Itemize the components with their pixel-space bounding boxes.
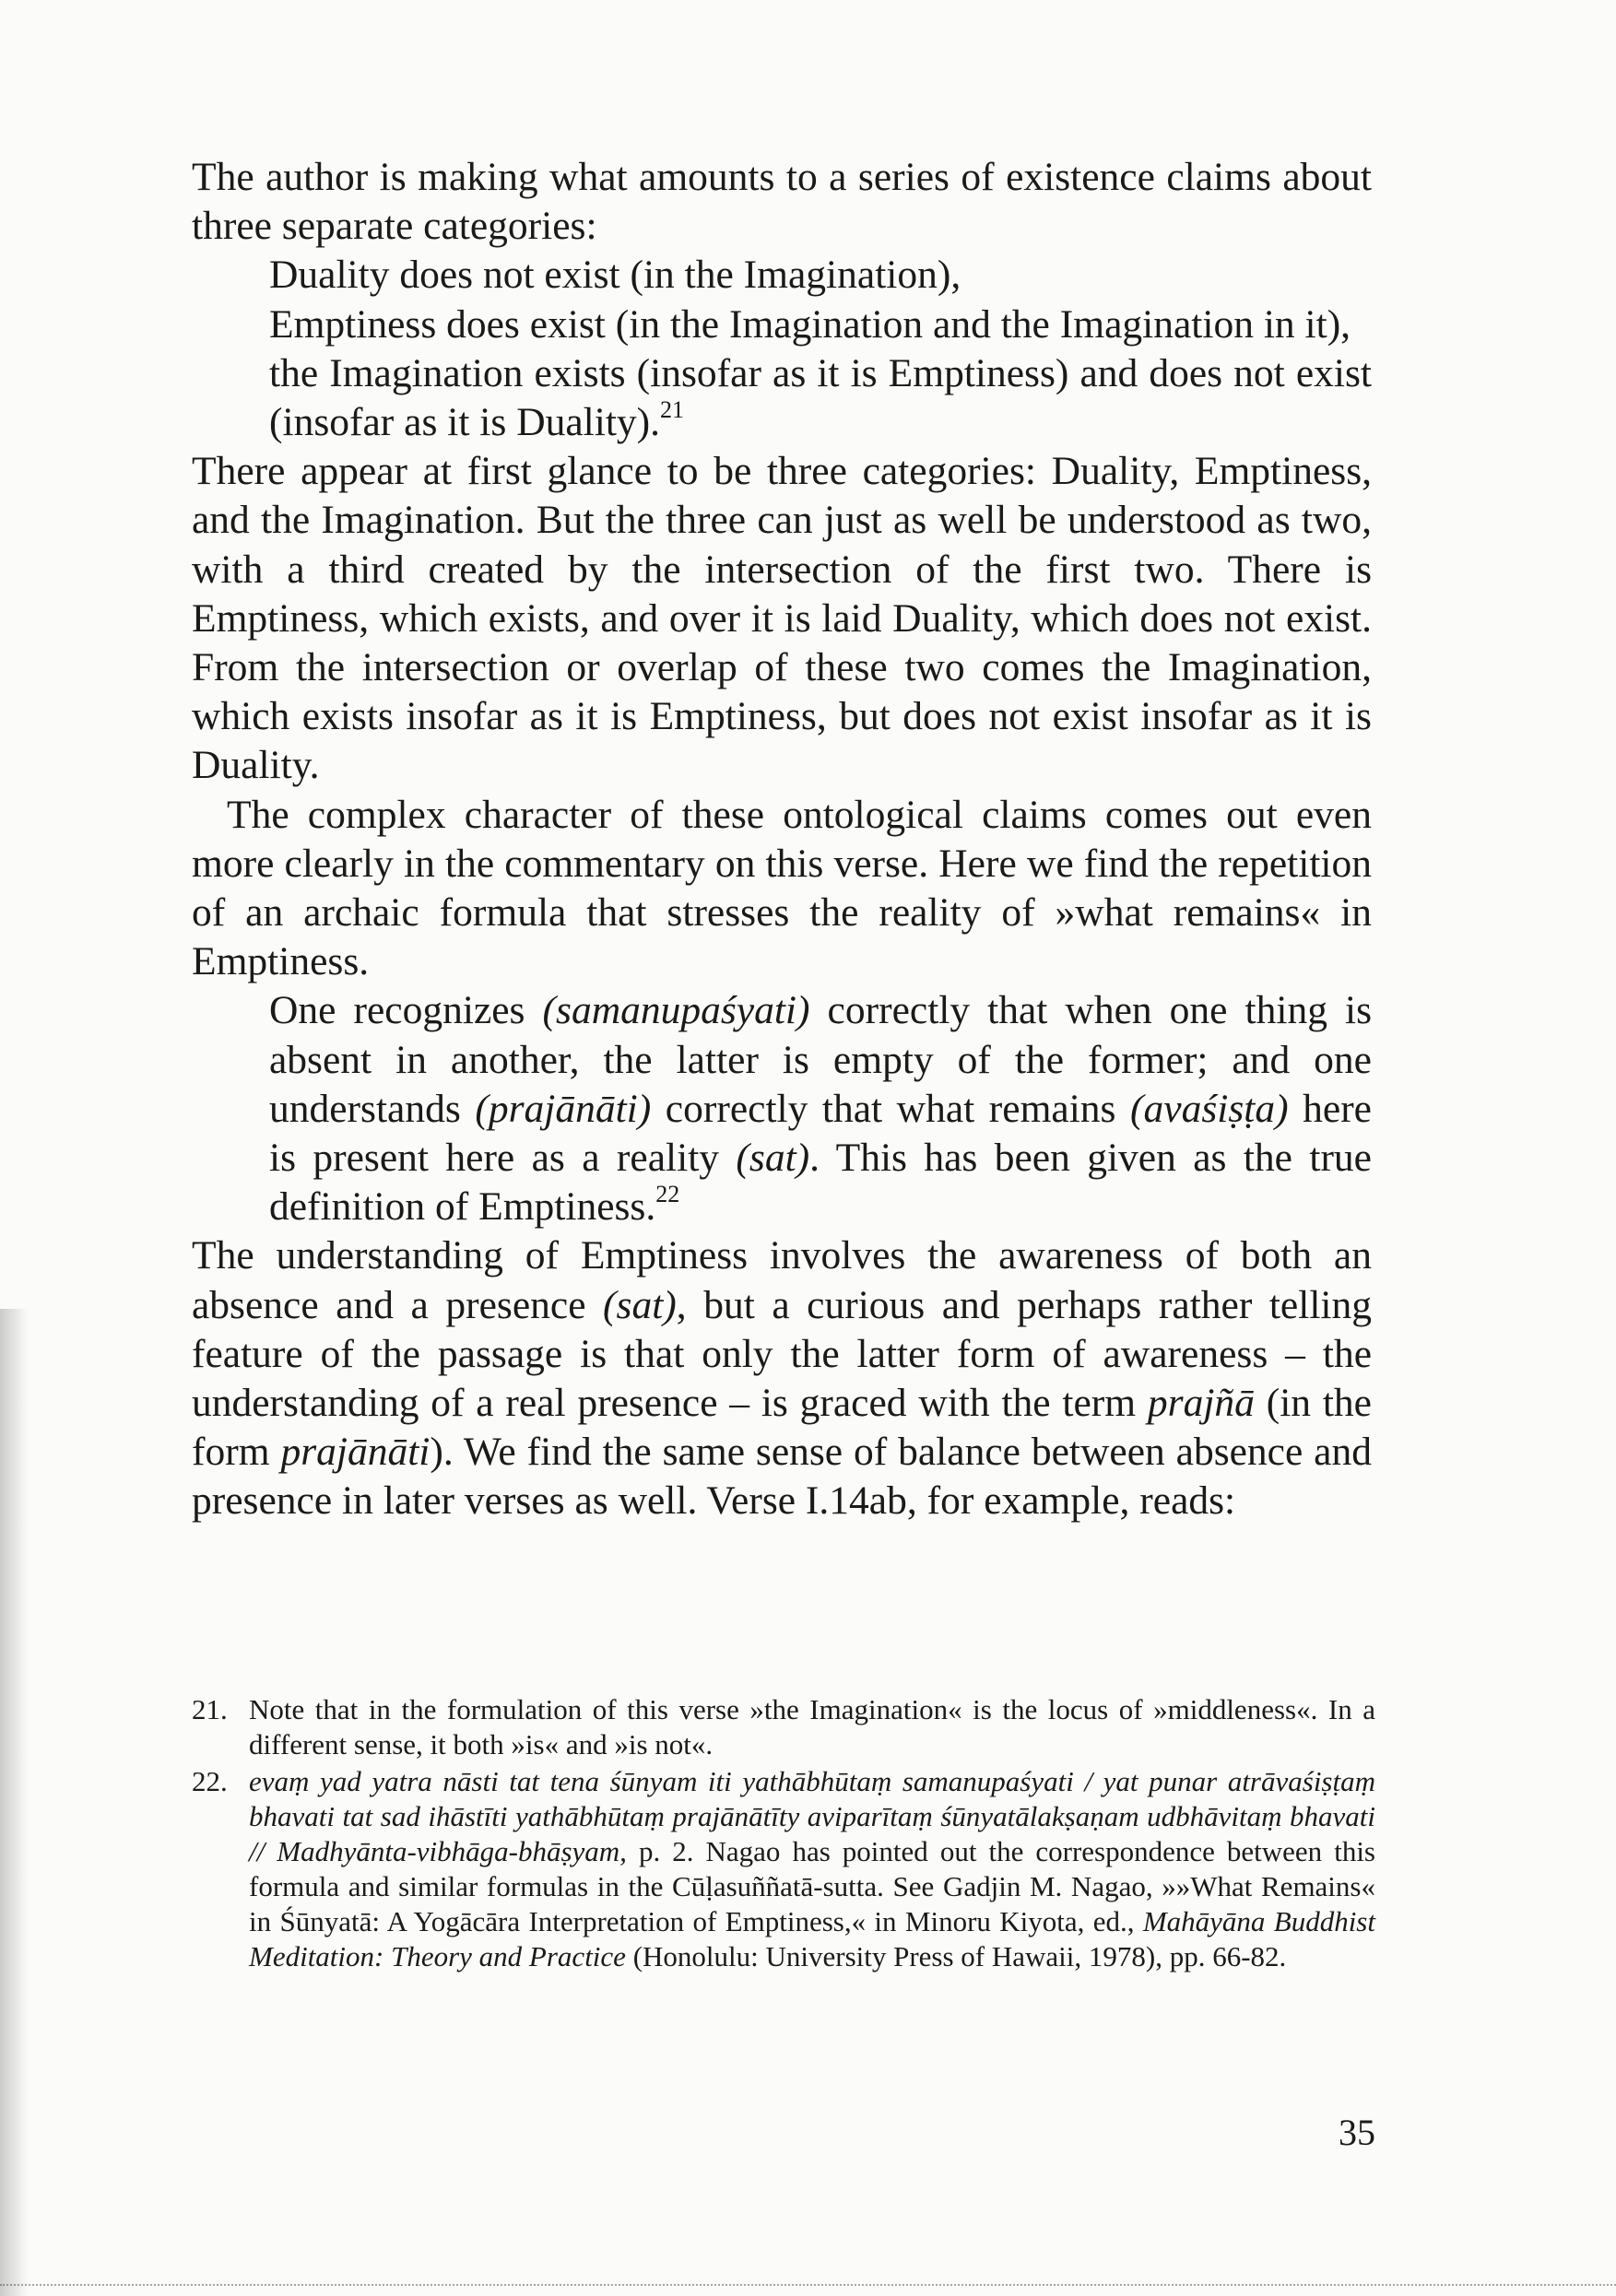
verse-line	[269, 349, 1372, 447]
footnote-ref-21[interactable]: 21	[660, 395, 685, 423]
quote-part: correctly that when one thing is absent in another, the latter is empty of the former; and one understands	[269, 988, 1372, 1131]
footnote-21	[192, 1692, 1375, 1762]
footnote-part: p. 2. Nagao has pointed out the correspondence between this formula and similar formulas in the Cūḷasuññatā-sutta. See Gadjin M. Nagao, »»What Remains« in Śūnyatā: A Yogācāra Interpretation of Emptiness,« in Minoru Kiyota, ed.,	[249, 1835, 1375, 1937]
quote-part: One recognizes	[269, 988, 543, 1033]
paragraph-part: (in the form	[192, 1381, 1372, 1475]
book-title: Mahāyāna Buddhist Meditation: Theory and Practice	[249, 1905, 1375, 1972]
paragraph-part: , but a curious and perhaps rather telling feature of the passage is that only the latter form of awareness – the understanding of a real presence – is graced with the term	[192, 1282, 1372, 1426]
quote-text	[269, 986, 1372, 1231]
block-quote	[192, 986, 1372, 1231]
footnotes	[192, 1692, 1375, 1976]
footnote-text	[249, 1764, 1375, 1974]
verse-line-text: the Imagination exists (insofar as it is Emptiness) and does not exist (insofar as it is Duality).	[269, 350, 1372, 445]
paragraph-intro: The author is making what amounts to a series of existence claims about three separate categories:	[192, 155, 1372, 249]
sanskrit-term: (samanupaśyati)	[542, 988, 810, 1033]
verse-line: Emptiness does exist (in the Imagination and the Imagination in it),	[269, 301, 1351, 347]
body-text	[192, 153, 1372, 1526]
sanskrit-term: (sat)	[603, 1282, 677, 1327]
verse-block	[192, 251, 1372, 447]
footnote-number: 21.	[192, 1693, 228, 1725]
paragraph-part: The understanding of Emptiness involves the awareness of both an absence and a presence	[192, 1233, 1372, 1327]
paragraph-commentary: The complex character of these ontological claims comes out even more clearly in the commentary on this verse. Here we find the repetition of an archaic formula that stresses the reality of »what remains« in Emptiness.	[192, 792, 1372, 984]
sanskrit-term: prajānāti	[280, 1430, 431, 1475]
footnote-part: (Honolulu: University Press of Hawaii, 1978), pp. 66-82.	[625, 1940, 1287, 1972]
sanskrit-term: (sat)	[736, 1136, 810, 1181]
paragraph-part: ). We find the same sense of balance between absence and presence in later verses as well. Verse I.14ab, for example, reads:	[192, 1430, 1372, 1524]
quote-part: . This has been given as the true definition of Emptiness.	[269, 1136, 1372, 1230]
verse-line: Duality does not exist (in the Imagination),	[269, 253, 961, 298]
paragraph-categories: There appear at first glance to be three categories: Duality, Emptiness, and the Imagination. But the three can just as well be understood as two, with a third created by the intersection of the first two. There is Emptiness, which exists, and over it is laid Duality, which does not exist. From the intersection or overlap of these two comes the Imagination, which exists insofar as it is Emptiness, but does not exist insofar as it is Duality.	[192, 449, 1372, 788]
page-number: 35	[1339, 2112, 1375, 2153]
footnote-ref-22[interactable]: 22	[655, 1180, 680, 1207]
footnote-number: 22.	[192, 1765, 228, 1797]
footnote-text: Note that in the formulation of this verse »the Imagination« is the locus of »middleness«. In a different sense, it both »is« and »is not«.	[249, 1693, 1375, 1760]
scan-edge-shadow	[0, 1309, 28, 2296]
quote-part: here is present here as a reality	[269, 1086, 1372, 1181]
sanskrit-term: (avaśiṣṭa)	[1130, 1086, 1289, 1131]
sanskrit-quote: evaṃ yad yatra nāsti tat tena śūnyam iti yathābhūtaṃ samanupaśyati / yat punar atrāvaśiṣṭaṃ bhavati tat sad ihāstīti yathābhūtaṃ prajānātīty aviparītaṃ śūnyatālakṣaṇam udbhāvitaṃ bhavati // Madhyānta-vibhāga-bhāṣyam,	[249, 1765, 1375, 1867]
paragraph-understanding	[192, 1231, 1372, 1525]
sanskrit-term: (prajānāti)	[475, 1086, 652, 1131]
quote-part: correctly that what remains	[651, 1086, 1131, 1131]
scan-bottom-edge	[0, 2284, 1616, 2288]
sanskrit-term: prajñā	[1147, 1381, 1255, 1426]
footnote-22	[192, 1764, 1375, 1974]
